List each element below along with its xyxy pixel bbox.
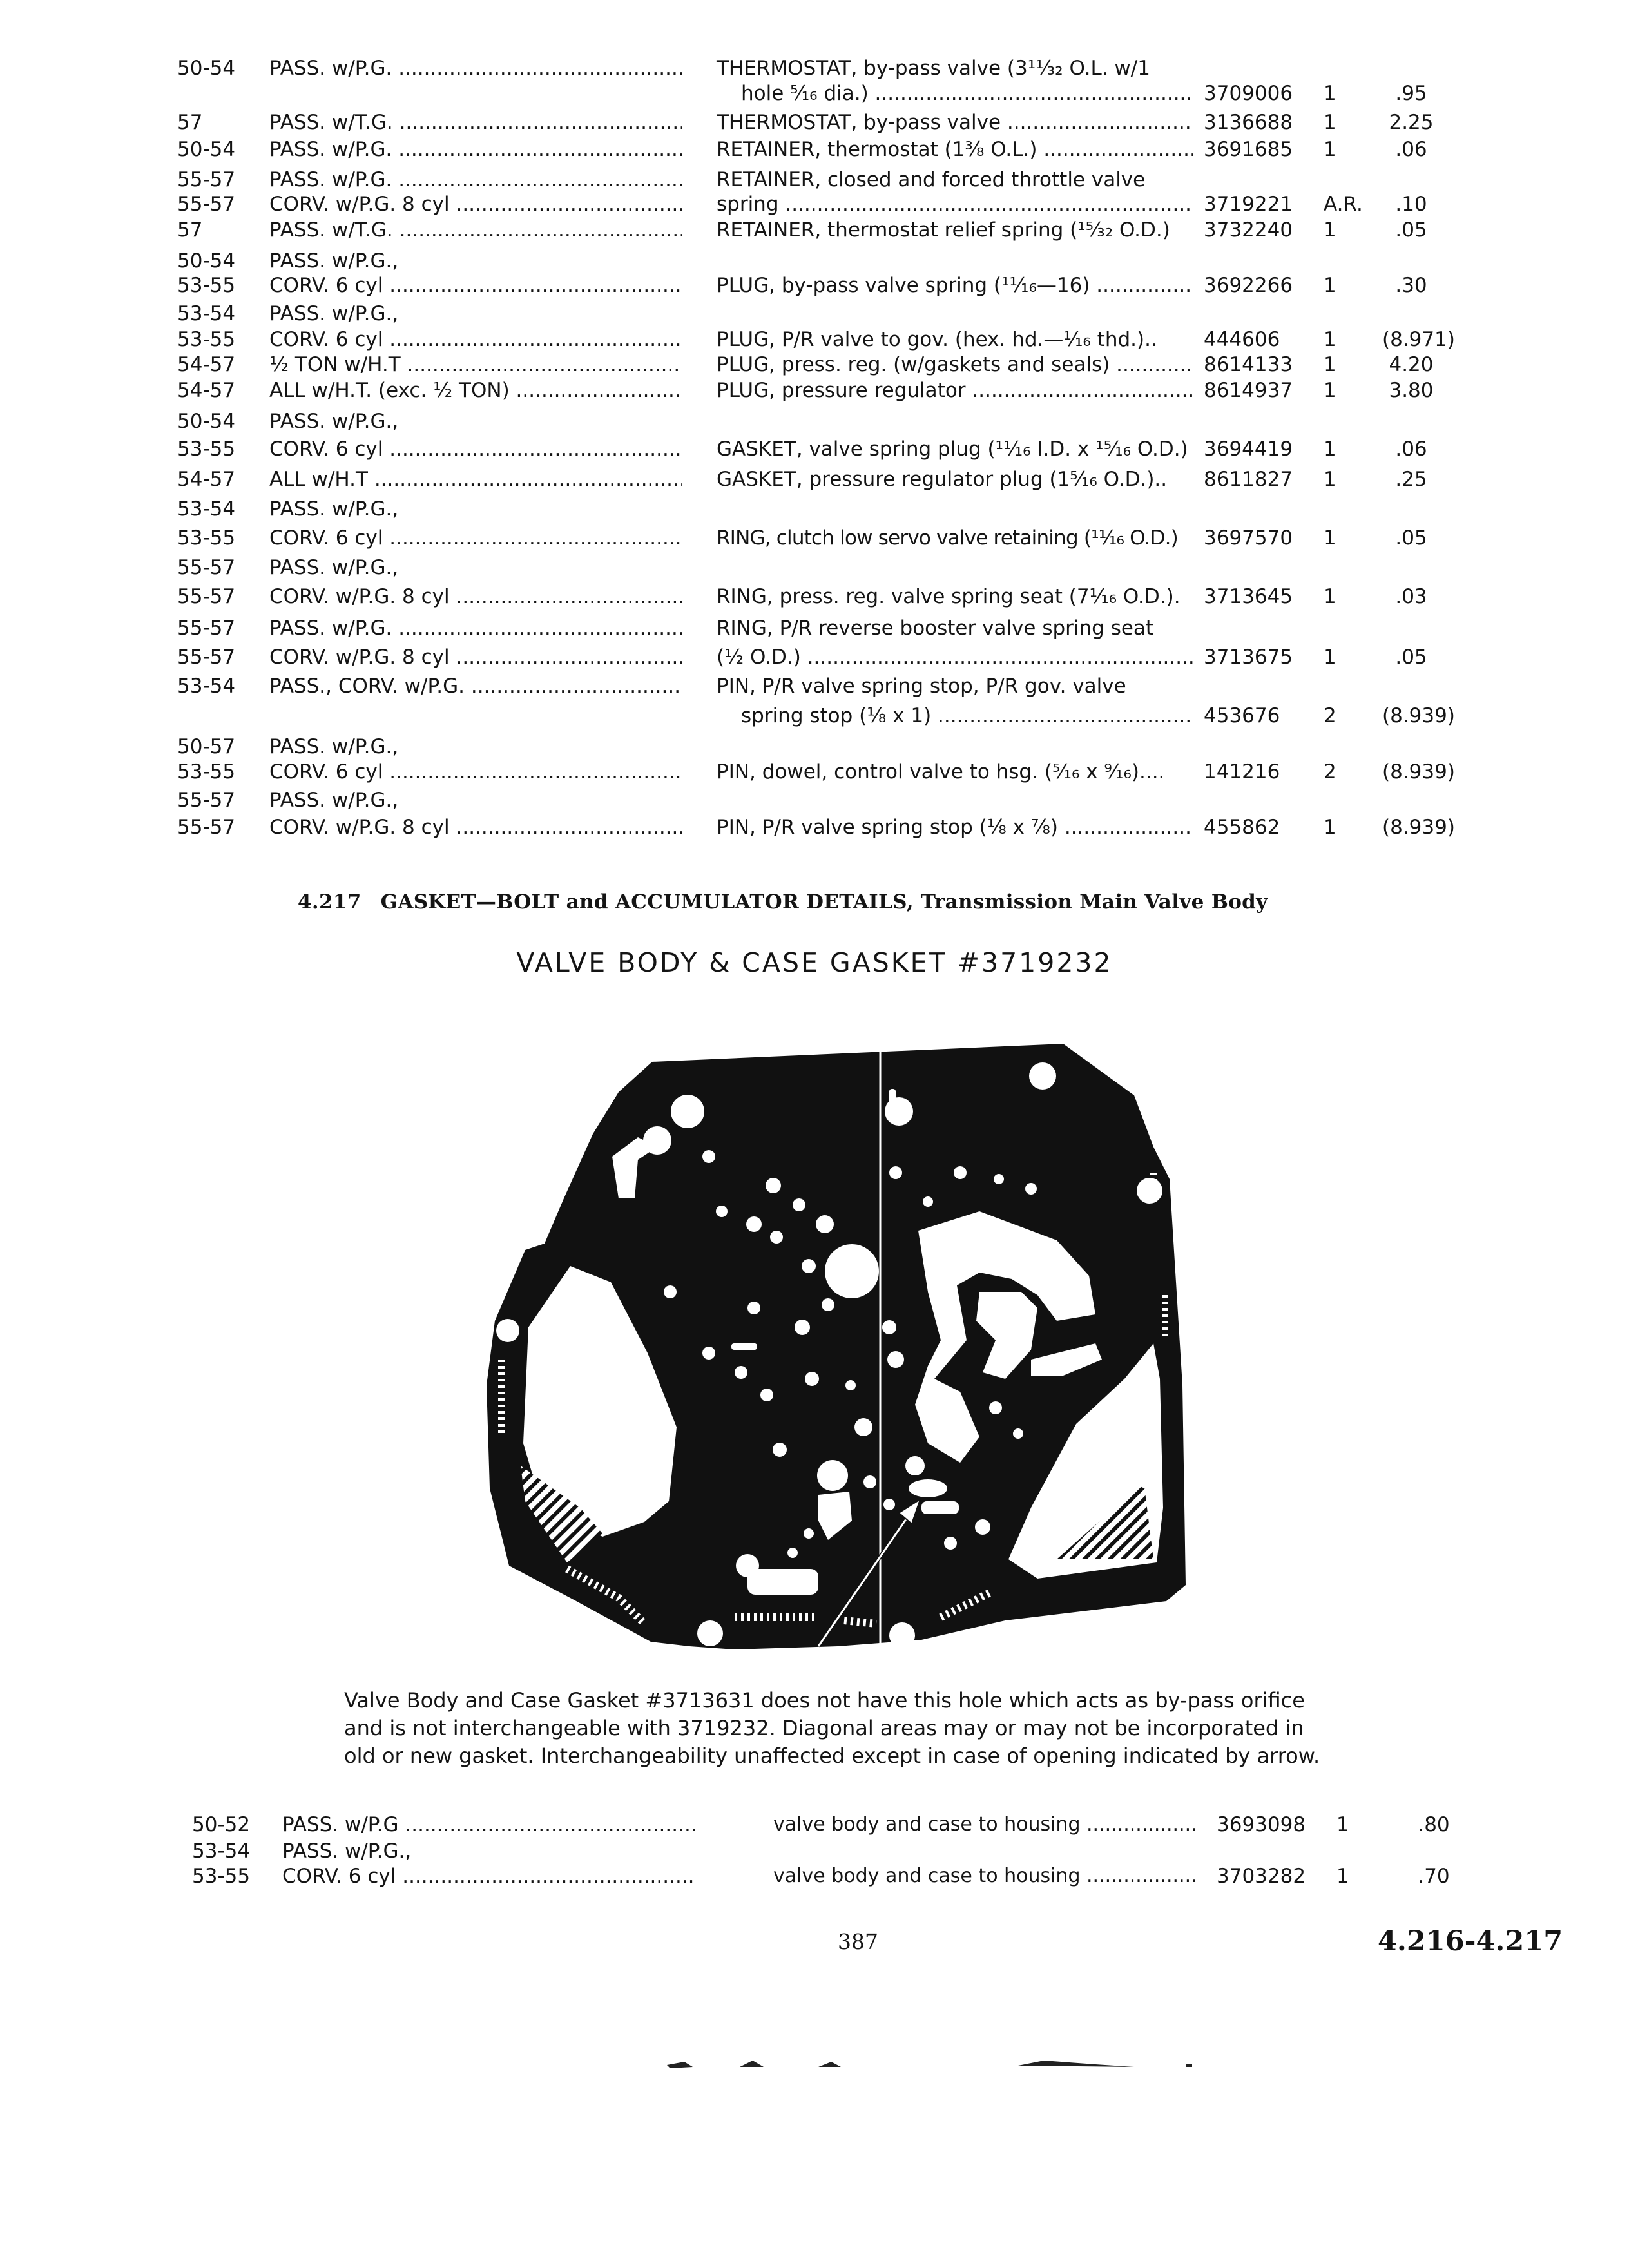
quantity-cell: 2	[1324, 760, 1336, 783]
description-cell: (½ O.D.) .....	[717, 644, 1193, 670]
note-line: and is not interchangeable with 3719232. Diagonal areas may or may not be incorporated in	[344, 1716, 1304, 1740]
note-line: Valve Body and Case Gasket #3713631 does not have this hole which acts as by-pass orifice	[344, 1688, 1305, 1713]
part-number-cell: 8614133	[1204, 353, 1293, 376]
scan-mark	[740, 2061, 764, 2067]
model-cell: ½ TON w/H.T .....	[269, 352, 682, 378]
year-cell: 57	[177, 111, 203, 134]
model-cell: PASS. w/P.G .....	[282, 1812, 695, 1838]
model-cell: PASS. w/P.G. .....	[269, 137, 682, 162]
year-cell: 55-57	[177, 646, 236, 669]
description-cell: PLUG, P/R valve to gov. (hex. hd.—¹⁄₁₆ thd.)..	[717, 328, 1157, 351]
quantity-cell: 1	[1324, 526, 1336, 550]
part-number-cell: 3136688	[1204, 111, 1293, 134]
year-cell: 50-57	[177, 735, 236, 758]
diagram-title: VALVE BODY & CASE GASKET #3719232	[516, 947, 1113, 978]
section-reference: 4.216-4.217	[1378, 1925, 1563, 1957]
part-number-cell: 8611827	[1204, 468, 1293, 491]
price-cell: .05	[1395, 218, 1427, 242]
part-number-cell: 3709006	[1204, 82, 1293, 105]
part-number-cell: 453676	[1204, 704, 1280, 727]
description-cell: valve body and case to housing .....	[773, 1863, 1199, 1889]
part-number-cell: 141216	[1204, 760, 1280, 783]
model-cell: PASS. w/T.G. .....	[269, 110, 682, 135]
model-cell: ALL w/H.T. (exc. ½ TON) .....	[269, 378, 682, 403]
price-cell: (8.939)	[1382, 760, 1455, 783]
year-cell: 53-55	[177, 328, 236, 351]
year-cell: 55-57	[177, 816, 236, 839]
model-cell: PASS. w/P.G.,	[269, 249, 399, 273]
year-cell: 57	[177, 218, 203, 242]
price-cell: .30	[1395, 274, 1427, 297]
quantity-cell: 1	[1324, 82, 1336, 105]
description-cell: GASKET, valve spring plug (¹¹⁄₁₆ I.D. x ¹⁵⁄₁₆ O.D.)	[717, 437, 1188, 461]
part-number-cell: 3694419	[1204, 437, 1293, 461]
model-cell: PASS. w/P.G. .....	[269, 167, 682, 193]
quantity-cell: 1	[1324, 468, 1336, 491]
description-cell: THERMOSTAT, by-pass valve .....	[717, 110, 1193, 135]
description-cell: spring stop (⅛ x 1) .....	[741, 703, 1193, 729]
part-number-cell: 3713645	[1204, 585, 1293, 608]
quantity-cell: 1	[1324, 111, 1336, 134]
price-cell: .06	[1395, 138, 1427, 161]
quantity-cell: 1	[1324, 816, 1336, 839]
description-cell: PLUG, press. reg. (w/gaskets and seals) .....	[717, 352, 1193, 378]
model-cell: PASS. w/T.G. .....	[269, 217, 682, 243]
year-cell: 55-57	[177, 789, 236, 812]
price-cell: .03	[1395, 585, 1427, 608]
year-cell: 55-57	[177, 168, 236, 191]
description-cell: RING, P/R reverse booster valve spring seat	[717, 617, 1154, 640]
model-cell: PASS. w/P.G.,	[269, 410, 399, 433]
quantity-cell: 1	[1324, 437, 1336, 461]
model-cell: CORV. w/P.G. 8 cyl .....	[269, 584, 682, 610]
part-number-cell: 444606	[1204, 328, 1280, 351]
quantity-cell: 2	[1324, 704, 1336, 727]
description-cell: PLUG, pressure regulator .....	[717, 378, 1193, 403]
description-cell: PLUG, by-pass valve spring (¹¹⁄₁₆—16) .....	[717, 273, 1193, 298]
description-cell: RING, clutch low servo valve retaining (¹¹⁄₁₆ O.D.)	[717, 526, 1178, 550]
part-number-cell: 455862	[1204, 816, 1280, 839]
year-cell: 53-55	[177, 437, 236, 461]
quantity-cell: 1	[1324, 328, 1336, 351]
year-cell: 53-54	[177, 675, 236, 698]
part-number-cell: 3693098	[1217, 1813, 1306, 1836]
description-cell: GASKET, pressure regulator plug (1⁵⁄₁₆ O.D.)..	[717, 468, 1168, 491]
year-cell: 55-57	[177, 585, 236, 608]
quantity-cell: A.R.	[1324, 193, 1363, 216]
price-cell: (8.971)	[1382, 328, 1455, 351]
model-cell: PASS. w/P.G. .....	[269, 615, 682, 641]
price-cell: .05	[1395, 526, 1427, 550]
year-cell: 54-57	[177, 379, 236, 402]
scan-mark	[818, 2062, 841, 2067]
description-cell: hole ⁵⁄₁₆ dia.) .....	[741, 81, 1193, 106]
quantity-cell: 1	[1324, 218, 1336, 242]
scan-mark	[1186, 2064, 1192, 2067]
quantity-cell: 1	[1324, 379, 1336, 402]
year-cell: 53-55	[192, 1865, 251, 1888]
part-number-cell: 3713675	[1204, 646, 1293, 669]
description-cell: RETAINER, thermostat (1³⁄₈ O.L.) .....	[717, 137, 1193, 162]
model-cell: CORV. 6 cyl .....	[269, 436, 682, 462]
description-cell: THERMOSTAT, by-pass valve (3¹¹⁄₃₂ O.L. w/1	[717, 57, 1150, 80]
model-cell: PASS. w/P.G.,	[282, 1840, 412, 1863]
model-cell: ALL w/H.T .....	[269, 466, 682, 492]
price-cell: (8.939)	[1382, 704, 1455, 727]
description-cell: PIN, P/R valve spring stop, P/R gov. valve	[717, 675, 1126, 698]
year-cell: 54-57	[177, 353, 236, 376]
model-cell: CORV. 6 cyl .....	[269, 759, 682, 785]
description-cell: valve body and case to housing .....	[773, 1812, 1199, 1838]
year-cell: 50-54	[177, 410, 236, 433]
part-number-cell: 3719221	[1204, 193, 1293, 216]
model-cell: CORV. 6 cyl .....	[269, 525, 682, 551]
price-cell: 3.80	[1389, 379, 1434, 402]
year-cell: 50-54	[177, 249, 236, 273]
model-cell: PASS., CORV. w/P.G. .....	[269, 673, 682, 699]
description-cell: spring .....	[717, 191, 1193, 217]
model-cell: PASS. w/P.G.,	[269, 497, 399, 521]
year-cell: 53-55	[177, 526, 236, 550]
part-number-cell: 3703282	[1217, 1865, 1306, 1888]
section-number: 4.217	[298, 890, 361, 914]
description-cell: RETAINER, thermostat relief spring (¹⁵⁄₃₂ O.D.)	[717, 218, 1170, 242]
part-number-cell: 3697570	[1204, 526, 1293, 550]
part-number-cell: 3691685	[1204, 138, 1293, 161]
model-cell: PASS. w/P.G.,	[269, 789, 399, 812]
price-cell: .05	[1395, 646, 1427, 669]
part-number-cell: 3692266	[1204, 274, 1293, 297]
year-cell: 53-55	[177, 274, 236, 297]
quantity-cell: 1	[1324, 138, 1336, 161]
price-cell: (8.939)	[1382, 816, 1455, 839]
description-cell: RETAINER, closed and forced throttle valve	[717, 168, 1146, 191]
model-cell: PASS. w/P.G.,	[269, 556, 399, 579]
year-cell: 53-54	[177, 497, 236, 521]
price-cell: 2.25	[1389, 111, 1434, 134]
price-cell: .10	[1395, 193, 1427, 216]
year-cell: 53-54	[177, 302, 236, 325]
scan-mark	[1018, 2061, 1134, 2067]
year-cell: 55-57	[177, 556, 236, 579]
note-line: old or new gasket. Interchangeability unaffected except in case of opening indicated by arrow.	[344, 1744, 1320, 1768]
year-cell: 50-54	[177, 138, 236, 161]
quantity-cell: 1	[1336, 1865, 1349, 1888]
description-cell: PIN, P/R valve spring stop (⅛ x ⅞) .....	[717, 814, 1193, 840]
model-cell: CORV. 6 cyl .....	[269, 273, 682, 298]
description-cell: RING, press. reg. valve spring seat (7¹⁄₁₆ O.D.).	[717, 585, 1181, 608]
part-number-cell: 3732240	[1204, 218, 1293, 242]
year-cell: 50-52	[192, 1813, 251, 1836]
model-cell: CORV. 6 cyl .....	[282, 1863, 695, 1889]
year-cell: 55-57	[177, 617, 236, 640]
section-title: GASKET—BOLT and ACCUMULATOR DETAILS, Transmission Main Valve Body	[380, 890, 1268, 914]
model-cell: PASS. w/P.G. .....	[269, 55, 682, 81]
scan-mark	[667, 2062, 693, 2068]
model-cell: PASS. w/P.G.,	[269, 735, 399, 758]
quantity-cell: 1	[1324, 274, 1336, 297]
year-cell: 53-55	[177, 760, 236, 783]
price-cell: .95	[1395, 82, 1427, 105]
description-cell: PIN, dowel, control valve to hsg. (⁵⁄₁₆ x ⁹⁄₁₆)....	[717, 760, 1165, 783]
price-cell: .80	[1418, 1813, 1450, 1836]
year-cell: 55-57	[177, 193, 236, 216]
model-cell: CORV. 6 cyl .....	[269, 327, 682, 352]
price-cell: 4.20	[1389, 353, 1434, 376]
page-number: 387	[838, 1929, 878, 1954]
model-cell: PASS. w/P.G.,	[269, 302, 399, 325]
part-number-cell: 8614937	[1204, 379, 1293, 402]
year-cell: 53-54	[192, 1840, 251, 1863]
year-cell: 54-57	[177, 468, 236, 491]
quantity-cell: 1	[1324, 353, 1336, 376]
quantity-cell: 1	[1324, 585, 1336, 608]
price-cell: .70	[1418, 1865, 1450, 1888]
model-cell: CORV. w/P.G. 8 cyl .....	[269, 644, 682, 670]
price-cell: .25	[1395, 468, 1427, 491]
year-cell: 50-54	[177, 57, 236, 80]
model-cell: CORV. w/P.G. 8 cyl .....	[269, 191, 682, 217]
quantity-cell: 1	[1336, 1813, 1349, 1836]
model-cell: CORV. w/P.G. 8 cyl .....	[269, 814, 682, 840]
quantity-cell: 1	[1324, 646, 1336, 669]
price-cell: .06	[1395, 437, 1427, 461]
